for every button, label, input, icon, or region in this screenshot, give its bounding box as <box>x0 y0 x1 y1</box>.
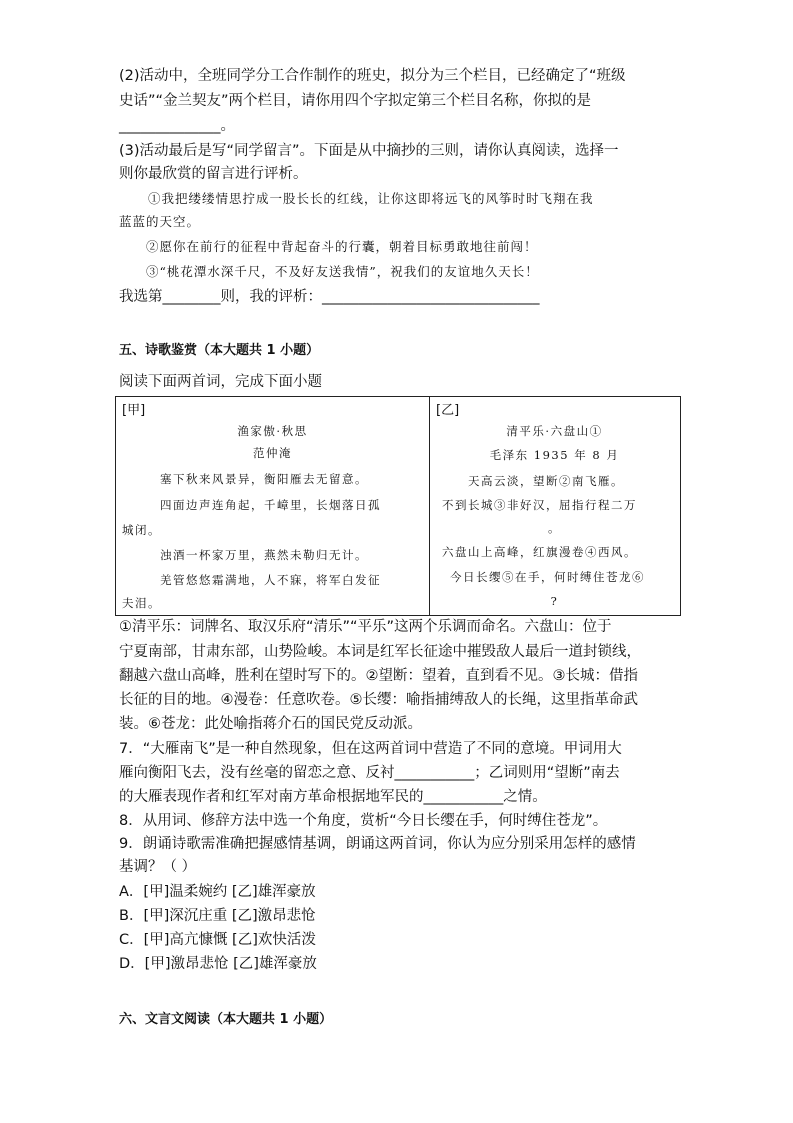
q9-line-1: 9．朗诵诗歌需准确把握感情基调，朗诵这两首词，你认为应分别采用怎样的感情 <box>119 836 636 852</box>
poem-jia-line-2b: 城闭。 <box>122 523 161 537</box>
section-5-heading: 五、诗歌鉴赏（本大题共 1 小题） <box>119 343 320 358</box>
q9-option-d: D．[甲]激昂悲怆 [乙]雄浑豪放 <box>119 956 317 972</box>
poem-yi-line-3: 六盘山上高峰，红旗漫卷④西风。 <box>442 545 637 559</box>
notes-line-5: 装。⑥苍龙：此处喻指蒋介石的国民党反动派。 <box>119 716 422 732</box>
q3-line-2: 则你最欣赏的留言进行评析。 <box>119 166 308 182</box>
poem-jia-tag: [甲] <box>122 403 146 418</box>
q9-option-c: C．[甲]高亢慷慨 [乙]欢快活泼 <box>119 932 316 948</box>
q7-line-1: 7．“大雁南飞”是一种自然现象，但在这两首词中营造了不同的意境。甲词用大 <box>119 741 622 757</box>
poem-yi-author: 毛泽东 1935 年 8 月 <box>489 448 620 462</box>
q9-line-2: 基调？（ ） <box>119 859 197 875</box>
notes-line-4: 长征的目的地。④漫卷：任意吹卷。⑤长缨：喻指捕缚敌人的长绳，这里指革命武 <box>119 692 638 708</box>
poem-jia-title: 渔家傲·秋思 <box>237 424 308 438</box>
q3-message-2: ②愿你在前行的征程中背起奋斗的行囊，朝着目标勇敢地往前闯！ <box>146 239 538 254</box>
q9-option-a: A．[甲]温柔婉约 [乙]雄浑豪放 <box>119 884 316 900</box>
q2-line-2: 史话”“金兰契友”两个栏目，请你用四个字拟定第三个栏目名称，你拟的是 <box>119 93 592 109</box>
poem-jia-line-3: 浊酒一杯家万里，燕然未勒归无计。 <box>160 548 368 562</box>
q3-line-1: (3)活动最后是写“同学留言”。下面是从中摘抄的三则，请你认真阅读，选择一 <box>119 143 619 159</box>
poem-table <box>115 396 681 616</box>
notes-line-2: 宁夏南部，甘肃东部，山势险峻。本词是红军长征途中摧毁敌人最后一道封锁线， <box>119 644 641 660</box>
q3-message-1a: ①我把缕缕情思拧成一股长长的红线，让你这即将远飞的风筝时时飞翔在我 <box>148 191 594 206</box>
q3-message-1b: 蓝蓝的天空。 <box>119 214 201 229</box>
section-5-intro: 阅读下面两首词，完成下面小题 <box>119 374 322 390</box>
poem-yi-line-4a: 今日长缨⑤在手，何时缚住苍龙⑥ <box>450 570 645 584</box>
poem-jia-author: 范仲淹 <box>253 446 292 460</box>
poem-jia-line-4b: 夫泪。 <box>122 596 161 610</box>
poem-yi-line-2a: 不到长城③非好汉，屈指行程二万 <box>442 498 637 512</box>
poem-jia-line-2a: 四面边声连角起，千嶂里，长烟落日孤 <box>160 498 381 512</box>
poem-jia-line-1: 塞下秋来风景异，衡阳雁去无留意。 <box>160 472 368 486</box>
q2-line-1: (2)活动中，全班同学分工合作制作的班史，拟分为三个栏目，已经确定了“班级 <box>119 68 626 84</box>
q9-option-b: B．[甲]深沉庄重 [乙]激昂悲怆 <box>119 908 316 924</box>
poem-jia-line-4a: 羌管悠悠霜满地，人不寐，将军白发征 <box>160 573 381 587</box>
notes-line-3: 翻越六盘山高峰，胜利在望时写下的。②望断：望着，直到看不见。③长城：借指 <box>119 668 638 684</box>
poem-yi-line-4b: ? <box>550 594 559 608</box>
poem-yi-line-1: 天高云淡，望断②南飞雁。 <box>468 474 624 488</box>
q3-message-3: ③“桃花潭水深千尺，不及好友送我情”，祝我们的友谊地久天长！ <box>146 264 539 279</box>
q7-line-2: 雁向衡阳飞去，没有丝毫的留恋之意、反衬___________；乙词则用“望断”南去 <box>119 765 620 781</box>
q2-answer-blank: ______________。 <box>119 118 235 134</box>
poem-yi-title: 清平乐·六盘山① <box>506 424 603 438</box>
poem-yi-tag: [乙] <box>436 403 460 418</box>
poem-yi-line-2b: 。 <box>548 521 561 535</box>
notes-line-1: ①清平乐：词牌名、取汉乐府“清乐”“平乐”这两个乐调而命名。六盘山：位于 <box>119 619 612 635</box>
q7-line-3: 的大雁表现作者和红军对南方革命根据地军民的___________之情。 <box>119 789 547 805</box>
q8-line-1: 8．从用词、修辞方法中选一个角度，赏析“今日长缨在手，何时缚住苍龙”。 <box>119 813 608 829</box>
section-6-heading: 六、文言文阅读（本大题共 1 小题） <box>119 1012 333 1027</box>
q3-answer-line: 我选第________则，我的评析：______________________________ <box>119 289 540 305</box>
